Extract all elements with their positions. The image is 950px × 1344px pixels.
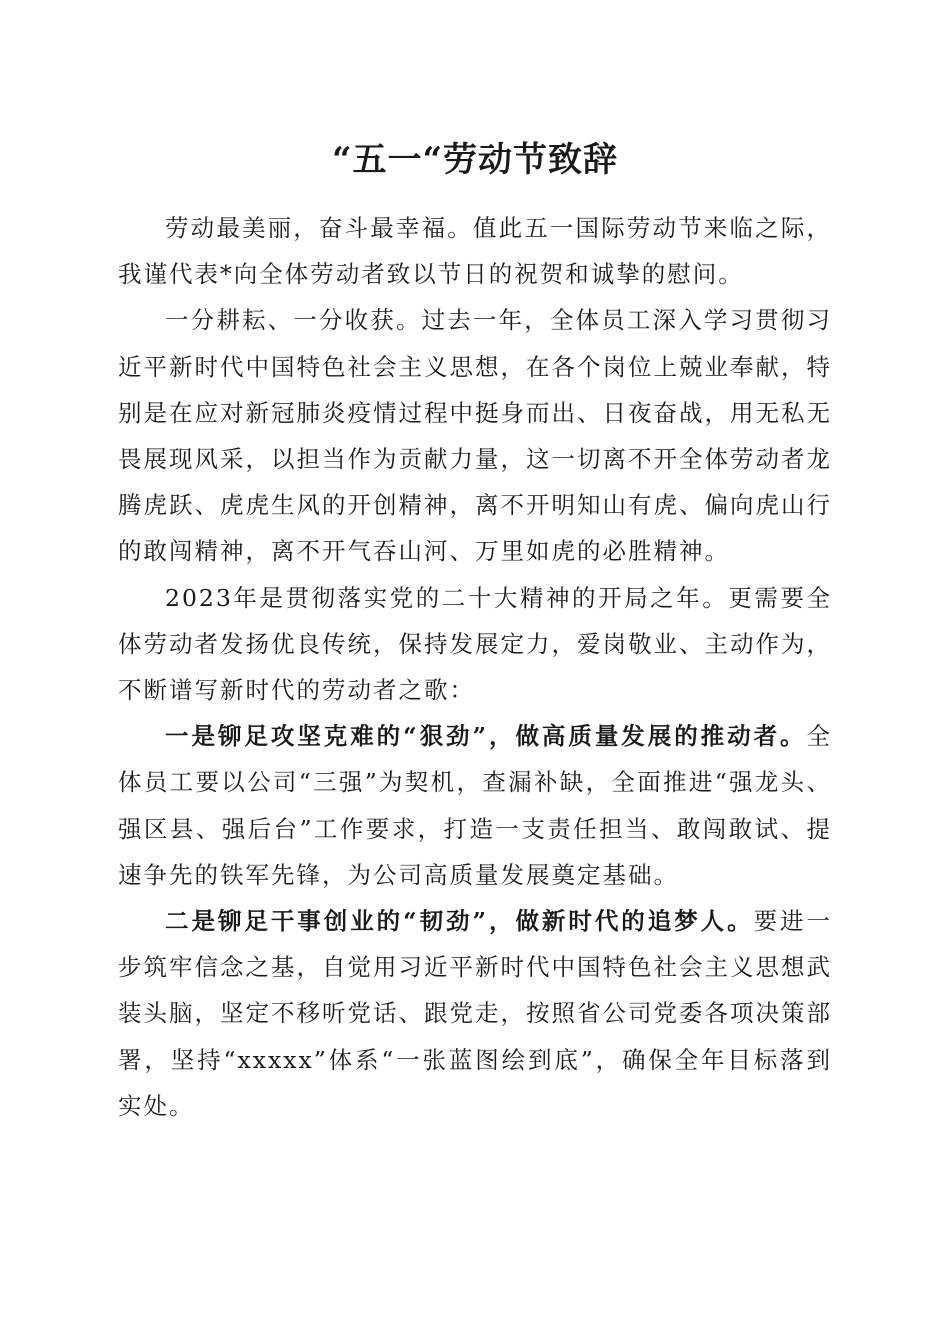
document-title: “五一“劳动节致辞	[331, 140, 619, 180]
paragraph-review	[118, 297, 832, 574]
paragraph-lead: 一是铆足攻坚克难的“狠劲”，做高质量发展的推动者。	[165, 722, 807, 751]
paragraph-text: 要进一步筑牢信念之基，自觉用习近平新时代中国特色社会主义思想武装头脑，坚定不移听党话、跟党走，按照省公司党委各项决策部署，坚持“xxxxx”体系“一张蓝图绘到底”，确保全年目标落到实处。	[118, 907, 832, 1120]
paragraph-text: 一分耕耘、一分收获。过去一年，全体员工深入学习贯彻习近平新时代中国特色社会主义思想，在各个岗位上兢业奉献，特别是在应对新冠肺炎疫情过程中挺身而出、日夜奋战，用无私无畏展现风采，以担当作为贡献力量，这一切离不开全体劳动者龙腾虎跃、虎虎生风的开创精神，离不开明知山有虎、偏向虎山行的敢闯精神，离不开气吞山河、万里如虎的必胜精神。	[118, 306, 832, 566]
document-body	[118, 205, 832, 1129]
paragraph-text: 全体员工要以公司“三强”为契机，查漏补缺，全面推进“强龙头、强区县、强后台”工作要求，打造一支责任担当、敢闯敢试、提速争先的铁军先锋，为公司高质量发展奠定基础。	[118, 722, 832, 889]
paragraph-greeting	[118, 205, 832, 297]
paragraph-point-one	[118, 713, 832, 898]
paragraph-2023	[118, 575, 832, 714]
paragraph-text: 劳动最美丽，奋斗最幸福。值此五一国际劳动节来临之际，我谨代表*向全体劳动者致以节日的祝贺和诚挚的慰问。	[118, 214, 832, 289]
paragraph-point-two	[118, 898, 832, 1129]
paragraph-lead: 二是铆足干事创业的“韧劲”，做新时代的追梦人。	[165, 907, 754, 936]
paragraph-text: 2023年是贯彻落实党的二十大精神的开局之年。更需要全体劳动者发扬优良传统，保持发展定力，爱岗敬业、主动作为，不断谱写新时代的劳动者之歌：	[118, 583, 832, 705]
